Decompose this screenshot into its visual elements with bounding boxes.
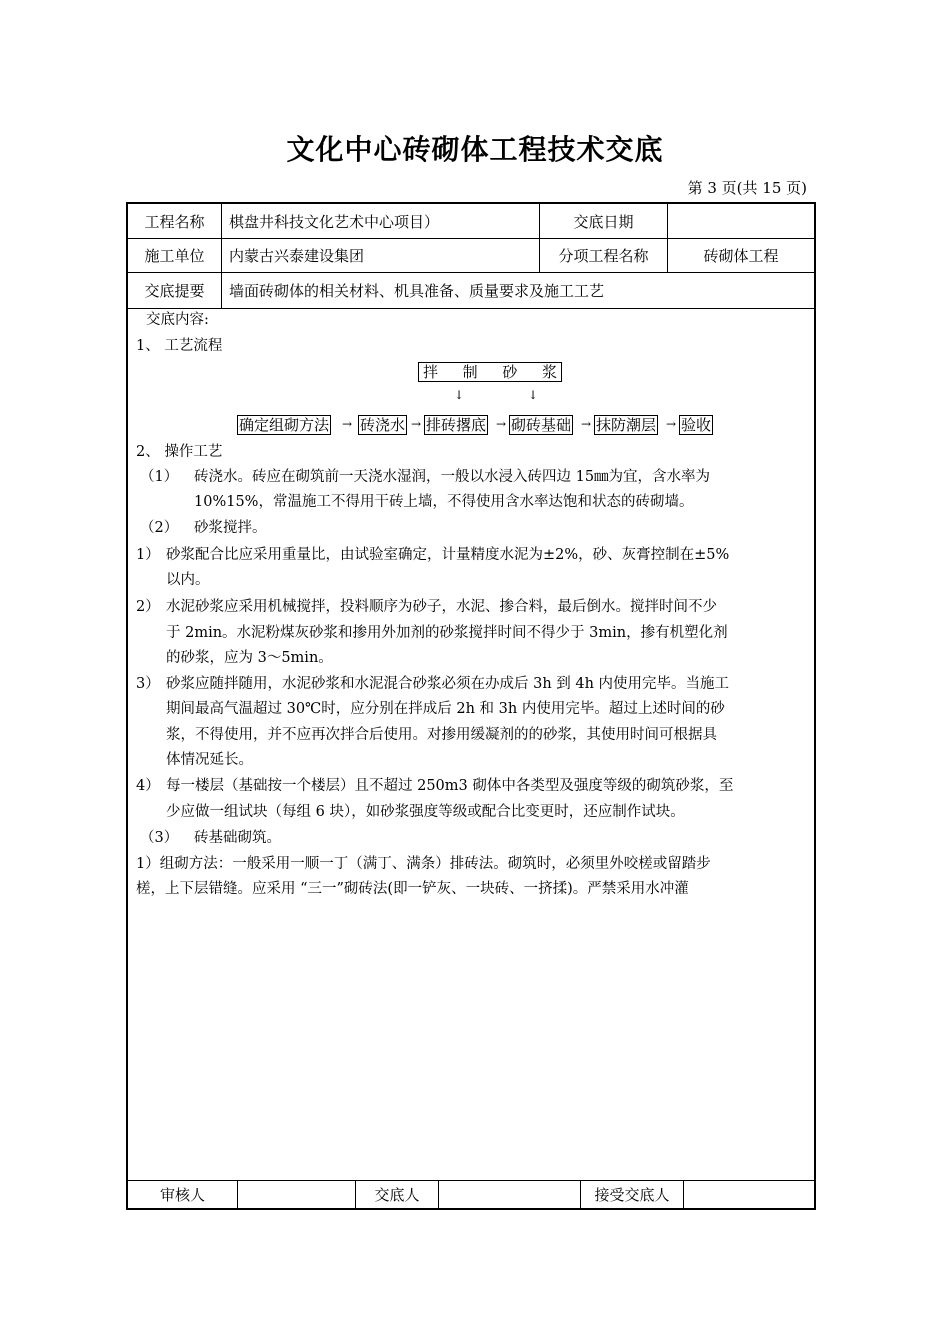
date-label: 交底日期 (573, 212, 634, 231)
item-number: 1） (136, 547, 160, 563)
flow-step-1: 确定组砌方法 (239, 416, 330, 434)
paragraph-text: 槎，上下层错缝。应采用 “三一”砌砖法(即一铲灰、一块砖、一挤揉)。严禁采用水冲灌 (136, 881, 689, 897)
arrow-right-icon: → (496, 417, 507, 431)
date-value (668, 204, 814, 238)
summary-label: 交底提要 (144, 282, 205, 300)
row-divider (128, 308, 814, 309)
paragraph-text: 1）组砌方法：一般采用一顺一丁（满丁、满条）排砖法。砌筑时，必须里外咬槎或留踏步 (136, 856, 711, 872)
flow-top-char: 制 (462, 363, 478, 381)
item-text: 砂浆应随拌随用，水泥砂浆和水泥混合砂浆必须在办成后 3h 到 4h 内使用完毕。当施工 (166, 676, 730, 692)
item-text: 于 2min。水泥粉煤灰砂浆和掺用外加剂的砂浆搅拌时间不得少于 3min，掺有机塑化剂 (166, 625, 728, 641)
item-text: 的砂浆，应为 3～5min。 (166, 650, 333, 666)
item-number: 4） (136, 778, 160, 794)
paragraph-text: 10%15%，常温施工不得用干砖上墙，不得使用含水率达饱和状态的砖砌墙。 (194, 494, 694, 510)
subproject-value: 砖砌体工程 (703, 247, 779, 265)
contractor-value: 内蒙古兴泰建设集团 (229, 247, 365, 265)
project-name-label: 工程名称 (144, 212, 205, 231)
item-text: 水泥砂浆应采用机械搅拌，投料顺序为砂子，水泥、掺合料，最后倒水。搅拌时间不少 (166, 599, 717, 615)
receiver-label: 接受交底人 (594, 1186, 670, 1204)
flow-step-4: 砌砖基础 (511, 416, 572, 434)
page-title: 文化中心砖砌体工程技术交底 (286, 133, 664, 166)
flow-step-3: 排砖撂底 (426, 416, 487, 434)
paragraph-number: （3） (140, 830, 179, 846)
arrow-right-icon: → (581, 417, 592, 431)
paragraph-text: 砂浆搅拌。 (194, 520, 267, 536)
paragraph-text: 砖浇水。砖应在砌筑前一天浇水湿润，一般以水浸入砖四边 15㎜为宜，含水率为 (194, 469, 711, 485)
presenter-value (439, 1181, 580, 1208)
paragraph-text: 砖基础砌筑。 (194, 830, 281, 846)
arrow-down-icon: ↓ (454, 388, 465, 402)
reviewer-value (238, 1181, 355, 1208)
reviewer-label: 审核人 (159, 1186, 205, 1204)
disclosure-content (136, 310, 806, 1176)
flow-step-2: 砖浇水 (360, 416, 406, 434)
flow-step-6: 验收 (681, 416, 712, 434)
subproject-label: 分项工程名称 (558, 247, 649, 265)
item-number: 3） (136, 676, 160, 692)
contractor-label: 施工单位 (144, 247, 205, 265)
item-text: 以内。 (166, 572, 210, 588)
arrow-right-icon: → (411, 417, 422, 431)
flow-top-char: 浆 (541, 363, 557, 381)
flow-top-char: 拌 (423, 363, 439, 381)
item-number: 2） (136, 599, 160, 615)
paragraph-number: （2） (140, 520, 179, 536)
item-text: 浆，不得使用，并不应再次拌合后使用。对掺用缓凝剂的的砂浆，其使用时间可根据具 (166, 727, 717, 743)
presenter-label: 交底人 (374, 1186, 420, 1204)
flow-box-mix-mortar (418, 362, 562, 382)
page-number: 第 3 页(共 15 页) (687, 179, 807, 197)
arrow-right-icon: → (342, 417, 353, 431)
item-text: 体情况延长。 (166, 752, 253, 768)
summary-value: 墙面砖砌体的相关材料、机具准备、质量要求及施工工艺 (229, 282, 605, 300)
arrow-down-icon: ↓ (528, 388, 539, 402)
section-operation: 2、 操作工艺 (136, 444, 223, 460)
section-process-flow: 1、 工艺流程 (136, 338, 223, 354)
flow-step-5: 抹防潮层 (596, 416, 657, 434)
paragraph-number: （1） (140, 469, 179, 485)
project-name-value: 棋盘井科技文化艺术中心项目） (229, 212, 440, 231)
item-text: 少应做一组试块（每组 6 块），如砂浆强度等级或配合比变更时，还应制作试块。 (166, 804, 685, 820)
receiver-value (684, 1181, 814, 1208)
item-text: 期间最高气温超过 30℃时，应分别在拌成后 2h 和 3h 内使用完毕。超过上述时间的砂 (166, 701, 725, 717)
content-heading: 交底内容: (146, 312, 209, 328)
item-text: 砂浆配合比应采用重量比，由试验室确定，计量精度水泥为±2%，砂、灰膏控制在±5% (166, 547, 730, 563)
arrow-right-icon: → (666, 417, 677, 431)
disclosure-form (126, 202, 816, 1210)
flow-top-char: 砂 (502, 363, 518, 381)
item-text: 每一楼层（基础按一个楼层）且不超过 250m3 砌体中各类型及强度等级的砌筑砂浆，至 (166, 778, 734, 794)
